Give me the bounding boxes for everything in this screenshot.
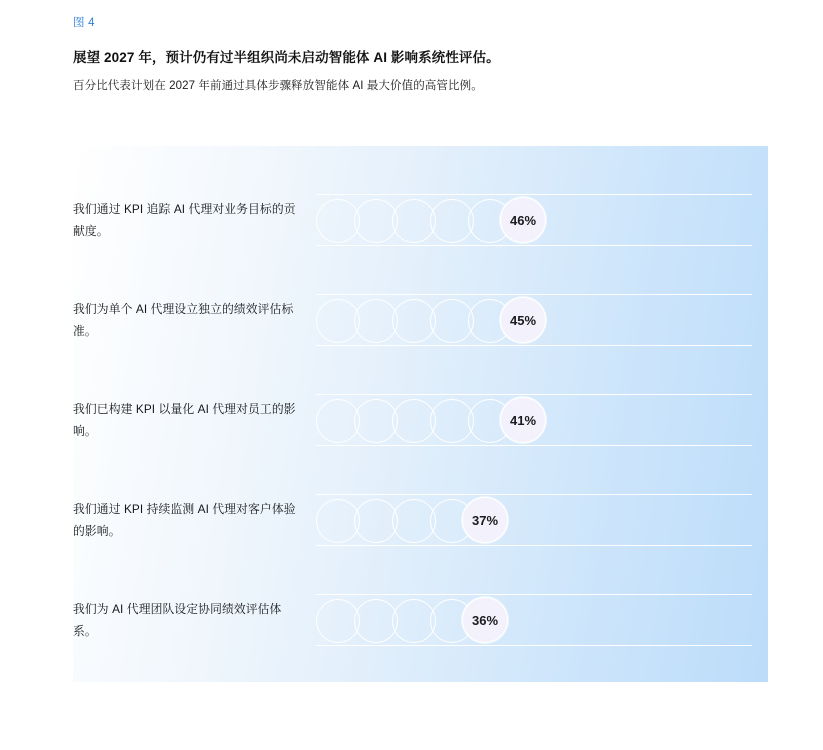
chart-row-bubbles [316, 295, 506, 347]
figure-label: 图 4 [73, 17, 95, 29]
chart-row [73, 570, 768, 670]
chart-value-badge: 46% [500, 197, 546, 243]
chart-row-bubbles [316, 395, 506, 447]
chart-row-bubbles [316, 495, 468, 547]
chart-row [73, 370, 768, 470]
chart-value-badge: 45% [500, 297, 546, 343]
chart-rows [73, 146, 768, 682]
chart-row-label: 我们已构建 KPI 以量化 AI 代理对员工的影响。 [73, 402, 296, 438]
chart-row [73, 170, 768, 270]
chart-value-badge: 41% [500, 397, 546, 443]
chart-row-bubbles [316, 595, 468, 647]
figure-title: 展望 2027 年，预计仍有过半组织尚未启动智能体 AI 影响系统性评估。 [73, 50, 500, 65]
chart-value-badge: 37% [462, 497, 508, 543]
chart-row-bubbles [316, 195, 506, 247]
chart-row-label: 我们为单个 AI 代理设立独立的绩效评估标准。 [73, 302, 294, 338]
chart-row-label: 我们通过 KPI 追踪 AI 代理对业务目标的贡献度。 [73, 202, 296, 238]
chart-row-label: 我们为 AI 代理团队设定协同绩效评估体系。 [73, 602, 282, 638]
chart-row-label: 我们通过 KPI 持续监测 AI 代理对客户体验的影响。 [73, 502, 296, 538]
figure-subtitle: 百分比代表计划在 2027 年前通过具体步骤释放智能体 AI 最大价值的高管比例。 [73, 80, 483, 92]
chart-row-track [316, 594, 752, 646]
chart-panel [73, 146, 768, 682]
chart-row-track [316, 294, 752, 346]
chart-value-badge: 36% [462, 597, 508, 643]
chart-row [73, 470, 768, 570]
chart-row-track [316, 494, 752, 546]
chart-row-track [316, 394, 752, 446]
chart-row [73, 270, 768, 370]
chart-row-track [316, 194, 752, 246]
